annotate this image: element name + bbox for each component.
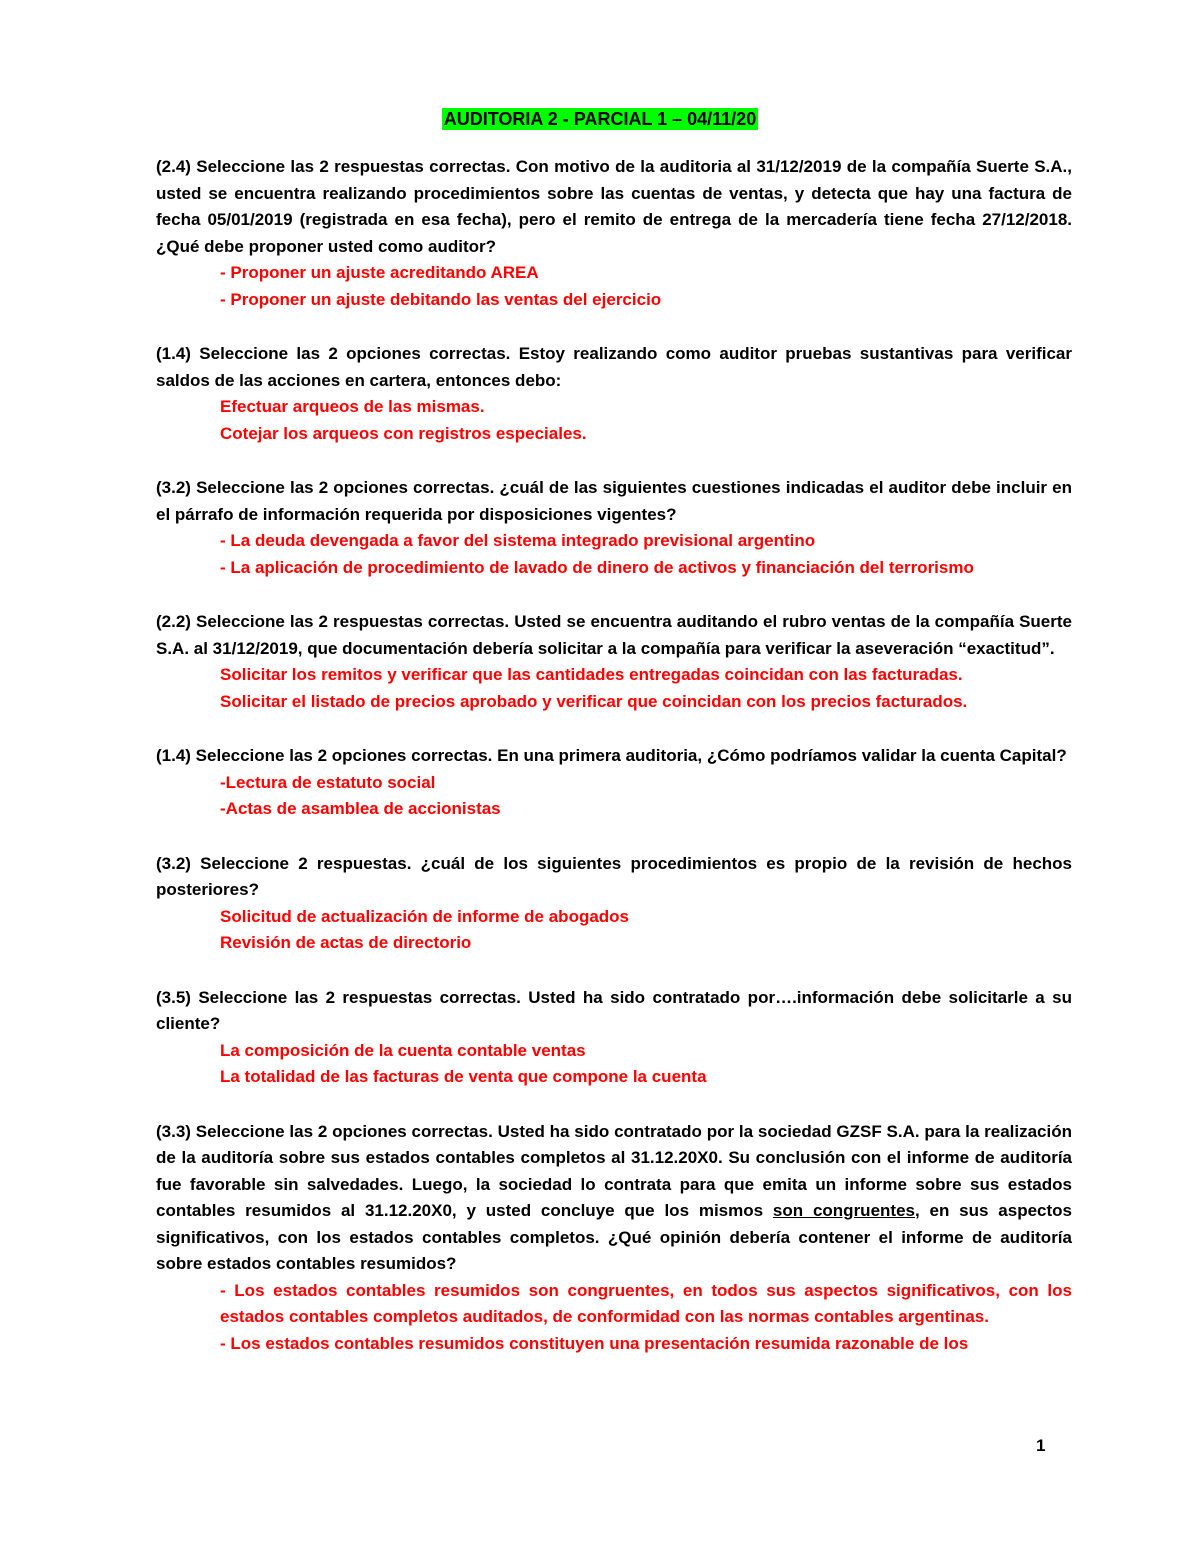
- answer-item: - Proponer un ajuste acreditando AREA: [220, 263, 539, 282]
- document-title: AUDITORIA 2 - PARCIAL 1 – 04/11/20: [443, 109, 757, 129]
- answer-item: - Los estados contables resumidos constituyen una presentación resumida razonable de los: [220, 1333, 969, 1353]
- question-block: [156, 985, 1072, 1091]
- title-container: [0, 108, 1200, 130]
- question-block: [156, 1119, 1072, 1358]
- answer-item: -Lectura de estatuto social: [220, 772, 436, 792]
- question-text: (3.5) Seleccione las 2 respuestas correctas. Usted ha sido contratado por….información debe solicitarle a su cliente?: [156, 987, 1072, 1033]
- answer-list: [156, 904, 1072, 957]
- question-text: (2.4) Seleccione las 2 respuestas correctas. Con motivo de la auditoria al 31/12/2019 de la compañía Suerte S.A., usted se encuentra realizando procedimientos sobre las cuentas de ventas, y detecta que hay una factura de fecha 05/01/2019 (registrada en esa fecha), pero el remito de entrega de la mercadería tiene fecha 27/12/2018. ¿Qué debe proponer usted como auditor?: [156, 157, 1072, 256]
- question-block: [156, 341, 1072, 447]
- question-text-part: (3.3) Seleccione las 2 opciones correctas. Usted ha sido contratado por la sociedad GZSF S.A. para la realización de la auditoría sobre sus estados contables completos al 31.12.20X0. Su conclusión con el informe de auditoría fue favorable sin salvedades. Luego, la sociedad lo contrata para que emita un informe sobre sus estados contables resumidos al 31.12.20X0, y usted concluye que los mismos: [156, 1121, 1072, 1220]
- answer-list: [156, 394, 1072, 447]
- answer-list: [156, 662, 1072, 715]
- answer-item: Revisión de actas de directorio: [220, 933, 472, 952]
- answer-list: [156, 260, 1072, 313]
- question-block: [156, 154, 1072, 313]
- question-block: [156, 475, 1072, 581]
- answer-list: [156, 1278, 1072, 1358]
- question-text-part: , en sus aspectos significativos, con los estados contables completos. ¿Qué opinión debería contener el informe de auditoría sobre estados contables resumidos?: [156, 1201, 1072, 1273]
- answer-item: La totalidad de las facturas de venta que compone la cuenta: [220, 1067, 707, 1086]
- answer-list: [156, 528, 1072, 581]
- answer-item: La composición de la cuenta contable ventas: [220, 1040, 586, 1060]
- question-text: [156, 1119, 1072, 1278]
- answer-item: Solicitud de actualización de informe de abogados: [220, 906, 630, 926]
- question-text: (1.4) Seleccione las 2 opciones correctas. Estoy realizando como auditor pruebas sustantivas para verificar saldos de las acciones en cartera, entonces debo:: [156, 344, 1072, 390]
- answer-item: - La aplicación de procedimiento de lavado de dinero de activos y financiación del terrorismo: [220, 557, 974, 577]
- answer-item: - La deuda devengada a favor del sistema integrado previsional argentino: [220, 531, 816, 550]
- question-text: (1.4) Seleccione las 2 opciones correctas. En una primera auditoria, ¿Cómo podríamos validar la cuenta Capital?: [156, 746, 1067, 765]
- page-number: 1: [1036, 1436, 1046, 1455]
- answer-item: Cotejar los arqueos con registros especiales.: [220, 423, 587, 443]
- answer-list: [156, 770, 1072, 823]
- underlined-phrase: son congruentes: [772, 1201, 915, 1220]
- question-block: [156, 851, 1072, 957]
- question-text: (3.2) Seleccione las 2 opciones correctas. ¿cuál de las siguientes cuestiones indicadas el auditor debe incluir en el párrafo de información requerida por disposiciones vigentes?: [156, 478, 1072, 524]
- answer-item: -Actas de asamblea de accionistas: [220, 799, 501, 818]
- question-block: [156, 743, 1072, 823]
- question-text: (2.2) Seleccione las 2 respuestas correctas. Usted se encuentra auditando el rubro ventas de la compañía Suerte S.A. al 31/12/2019, que documentación debería solicitar a la compañía para verificar la aseveración “exactitud”.: [156, 612, 1072, 658]
- answer-item: Efectuar arqueos de las mismas.: [220, 397, 485, 416]
- question-text: (3.2) Seleccione 2 respuestas. ¿cuál de los siguientes procedimientos es propio de la revisión de hechos posteriores?: [156, 853, 1072, 899]
- question-block: [156, 609, 1072, 715]
- answer-list: [156, 1038, 1072, 1091]
- document-body: [156, 154, 1072, 1385]
- answer-item: - Proponer un ajuste debitando las ventas del ejercicio: [220, 289, 662, 309]
- answer-item: Solicitar el listado de precios aprobado y verificar que coincidan con los precios facturados.: [220, 691, 968, 711]
- answer-item: Solicitar los remitos y verificar que las cantidades entregadas coincidan con las facturadas.: [220, 665, 963, 684]
- answer-item: - Los estados contables resumidos son congruentes, en todos sus aspectos significativos, con los estados contables completos auditados, de conformidad con las normas contables argentinas.: [220, 1280, 1072, 1326]
